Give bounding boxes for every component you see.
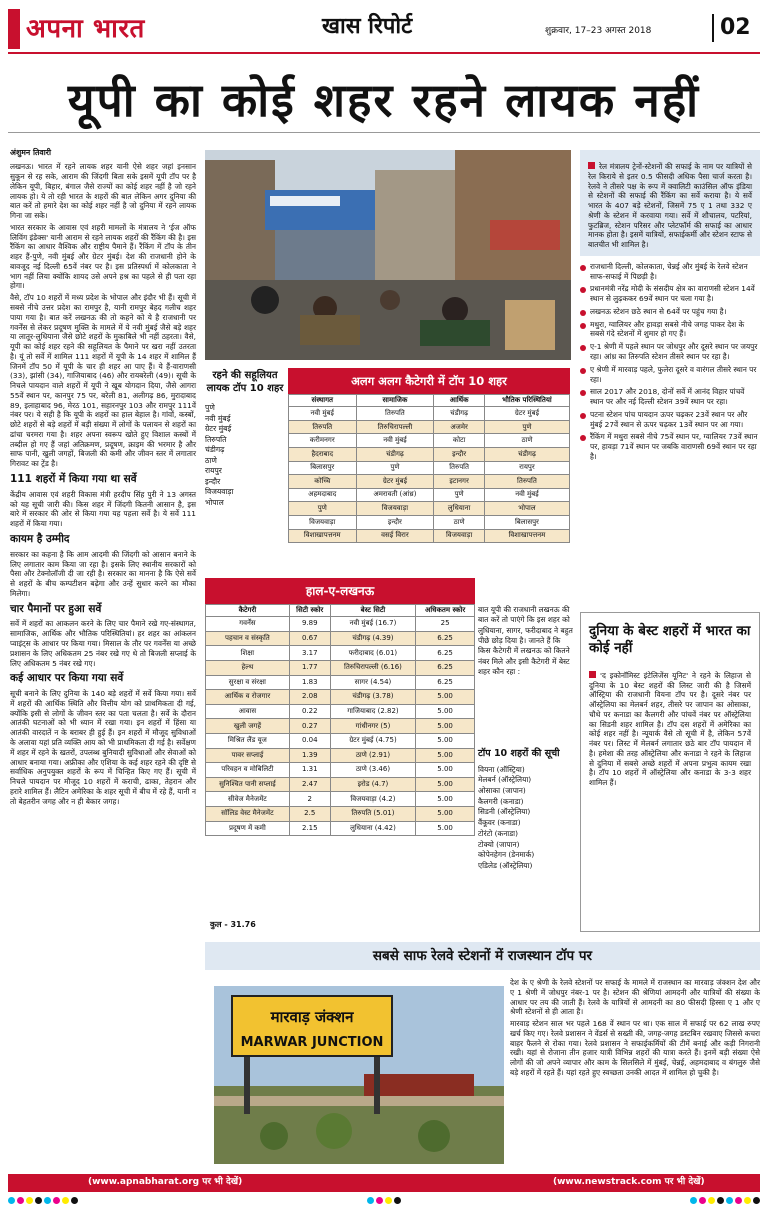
table-cell: 5.00: [416, 777, 475, 792]
table-cell: 0.04: [289, 733, 330, 748]
table-cell: फरीदाबाद (6.01): [330, 646, 416, 661]
category-table: [288, 394, 570, 543]
world-top10-list: [478, 765, 573, 872]
table-cell: तिरुपति: [356, 407, 434, 421]
table-header-cell: सामाजिक: [356, 395, 434, 407]
table-cell: विजयवाड़ा: [434, 529, 485, 543]
article-paragraph: मारवाड़ स्टेशन साल भर पहले 168 वें स्थान पर था। एक साल में सफाई पर 62 लाख रुपए खर्च किए गए। रेलवे प्रशासन ने वेंडर्स से सख्ती की, जगह-जगह डस्टबिन रखवाए जिससे कचरा बाहर फैलने से रोका गया। रेलवे प्रशासन ने सफाईकर्मियों की टीमें बनाई और कड़ी निगरानी रखी। यहां से रोजाना तीन हजार यात्री विभिन्न शहरों की यात्रा करते हैं। इनमें बड़ी संख्या ऐसे लोगों की जो अपने व्यापार और काम के सिलसिले में मुंबई, चेन्नई, अहमदाबाद व बंगलुरु जैसे बड़े शहरों में रहते हैं। यहां रहते हुए स्वच्छता उनकी आदत में शामिल हो चुकी है।: [510, 1019, 760, 1077]
livable-list: [205, 403, 285, 508]
table-row: [289, 475, 570, 489]
table-row: [206, 806, 475, 821]
section-title: खास रिपोर्ट: [322, 13, 413, 39]
table-row: [289, 407, 570, 421]
rail-bullet: ए श्रेणी में मारवाड़ पहले, फुलेरा दूसरे व वारंगल तीसरे स्थान पर रहा।: [580, 365, 760, 385]
table-cell: विशाखापत्तनम: [484, 529, 569, 543]
list-item: कोपेनहेगन (डेनमार्क): [478, 850, 535, 860]
table-cell: 0.27: [289, 719, 330, 734]
table-row: [289, 502, 570, 516]
table-cell: विजयवाड़ा (4.2): [330, 792, 416, 807]
list-item: विजयवाड़ा: [205, 487, 234, 497]
table-cell: 1.77: [289, 661, 330, 676]
table-cell: 0.67: [289, 631, 330, 646]
table-cell: 5.00: [416, 719, 475, 734]
table-cell: ठाणे: [434, 515, 485, 529]
table-cell: तिरुपति: [484, 475, 569, 489]
table-header-cell: अधिकतम स्कोर: [416, 605, 475, 617]
list-item: सिडनी (ऑस्ट्रेलिया): [478, 807, 531, 817]
article-paragraph: भारत सरकार के आवास एवं शहरी मामलों के मंत्रालय ने 'ईज ऑफ लिविंग इंडेक्स' यानी आराम से रहने लायक शहरों की रैंकिंग की है। इस रैंकिंग का आधार वैश्विक और राष्ट्रीय पैमाने हैं। रैंकिंग में टॉप के तीन शहर हैं-पुणे, नवी मुंबई और ग्रेटर मुंबई। देश की राजधानी होने के बावजूद नई दिल्ली 65वें नंबर पर है। इस प्रतिस्पर्धा में कोलकाता ने भाग नहीं लिया क्योंकि शायद उसे अपने हश्र का पहले से ही पता रहा होगा।: [10, 222, 196, 291]
article-paragraph: सर्वे में शहरों का आकलन करने के लिए चार पैमाने रखे गए-संस्थागत, सामाजिक, आर्थिक और भौतिक परिस्थितियां। हर शहर का आंकलन प्वाइंट्स के आधार पर किया गया। मिसाल के तौर पर गवर्नेंस या अच्छे प्रशासन के लिए अधिकतम 25 नंबर रखे गए थे तो बिजली सप्लाई के लिए अधिकतम 5 नंबर रखे गए।: [10, 619, 196, 668]
table-cell: 2.15: [289, 821, 330, 836]
table-cell: पुणे: [356, 461, 434, 475]
table-row: [206, 661, 475, 676]
table-cell: अजमेर: [434, 420, 485, 434]
lucknow-table-title: हाल-ए-लखनऊ: [205, 578, 475, 604]
table-cell: 1.31: [289, 763, 330, 778]
table-row: [289, 529, 570, 543]
table-cell: तिरुचिरापल्ली: [356, 420, 434, 434]
table-cell: तिरुपति: [434, 461, 485, 475]
table-cell: 1.83: [289, 675, 330, 690]
world-top10-title: टॉप 10 शहरों की सूची: [478, 748, 560, 759]
color-dots-right: [690, 1197, 760, 1204]
table-cell: 25: [416, 617, 475, 632]
table-cell: लुधियाना: [434, 502, 485, 516]
world-box-text: 'द इकोनॉमिस्ट इंटेलिजेंस यूनिट' ने रहने के लिहाज से दुनिया के 10 बेस्ट शहरों की लिस्ट जारी की है जिसमें ऑस्ट्रिया की राजधानी वियना टॉप पर है। दूसरे नंबर पर ऑस्ट्रेलिया का मेलबर्न शहर, तीसरे पर जापान का ओसाका, चौथे पर कनाडा का कैलगरी और पांचवें नंबर पर ऑस्ट्रेलिया का सिडनी शहर शामिल है। टॉप दस शहरों में अमेरिका का कोई शहर नहीं है। न्यूयार्क वैसे तो सूची में है, लेकिन 57वें नंबर पर। लिस्ट में मेलबर्न लगातार छठे बार टॉप पायदान में है। हमेशा की तरह ऑस्ट्रेलिया और कनाडा ने रहने के लिहाज से दुनिया में सबसे अच्छे शहरों में अपना प्रभुत्व कायम रखा है। टॉप 10 शहरों में ऑस्ट्रेलिया और कनाडा के 3-3 शहर शामिल हैं।: [589, 670, 751, 788]
table-header-cell: सिटी स्कोर: [289, 605, 330, 617]
brand-logo: [8, 8, 188, 50]
world-best-cities-box: [580, 612, 760, 932]
table-cell: 5.00: [416, 704, 475, 719]
table-cell: गांधीनगर (5): [330, 719, 416, 734]
table-header-row: [289, 395, 570, 407]
table-cell: सीवेज मैनेजमेंट: [206, 792, 290, 807]
rail-intro: रेल मंत्रालय ट्रेनों-स्टेशनों की सफाई के नाम पर यात्रियों से रेल किराये से इतर 0.5 फीसदी अधिक पैसा चार्ज करता है। रेलवे ने तीसरे पक्ष के रूप में क्वालिटी काउंसिल ऑफ इंडिया से स्टेशनों की सफाई की रैंकिंग का सर्वे कराया है। ये सर्वे भारत के 407 बड़े स्टेशनों, जिसमें 75 ए 1 तथा 332 ए श्रेणी के स्टेशन में करवाया गया। सर्वे में शौचालय, पटरियां, फुटब्रिज, स्टेशन परिसर और प्लेटफॉर्म की सफाई का आधार मानक होता है। इसमें यात्रियों, सफाईकर्मी और स्टेशन स्टाफ से बातचीत भी शामिल है।: [588, 162, 752, 250]
world-top10-box: [478, 748, 573, 872]
table-cell: इन्दौर: [356, 515, 434, 529]
table-cell: रायपुर: [484, 461, 569, 475]
table-cell: बिलासपुर: [289, 461, 357, 475]
list-item: एडिलेड (ऑस्ट्रेलिया): [478, 861, 533, 871]
table-header-cell: संस्थागत: [289, 395, 357, 407]
table-cell: 2.08: [289, 690, 330, 705]
table-cell: आर्थिक व रोजगार: [206, 690, 290, 705]
table-cell: इटानगर: [434, 475, 485, 489]
list-item: वियना (ऑस्ट्रिया): [478, 764, 525, 774]
table-cell: अहमदाबाद: [289, 488, 357, 502]
table-cell: पुणे: [434, 488, 485, 502]
rail-bullet: ए-1 श्रेणी में पहले स्थान पर जोधपुर और दूसरे स्थान पर जयपुर रहा। आंध्र का तिरुपति स्टेशन तीसरे स्थान पर रहा है।: [580, 342, 760, 362]
table-header-cell: आर्थिक: [434, 395, 485, 407]
list-item: तिरुपति: [205, 434, 227, 444]
table-cell: सॉलिड वेस्ट मैनेजमेंट: [206, 806, 290, 821]
table-header-cell: कैटेगरी: [206, 605, 290, 617]
livable-title: रहने की सहूलियत लायक टॉप 10 शहर: [206, 370, 284, 394]
rail-bullet: राजधानी दिल्ली, कोलकाता, चेन्नई और मुंबई के रेलवे स्टेशन साफ-सफाई में पिछड़ी है।: [580, 262, 760, 282]
list-item: ओसाका (जापान): [478, 786, 526, 795]
registration-marks: [8, 1196, 760, 1204]
table-cell: मिश्रित लैंड यूज: [206, 733, 290, 748]
table-cell: पुणे: [484, 420, 569, 434]
livable-top10-box: [205, 370, 285, 570]
article-paragraph: केंद्रीय आवास एवं शहरी विकास मंत्री हरदीप सिंह पुरी ने 13 अगस्त को यह सूची जारी की। किस शहर में जिंदगी कितनी आसान है, इस बारे में सरकार की ओर से किया गया यह पहला सर्वे है। ये सर्वे 111 शहरों में किया गया।: [10, 489, 196, 529]
station-photo: [214, 986, 504, 1164]
table-cell: चंडीगढ़: [434, 407, 485, 421]
table-cell: चंडीगढ़ (3.78): [330, 690, 416, 705]
table-cell: भोपाल: [484, 502, 569, 516]
table-row: [289, 461, 570, 475]
table-cell: नवी मुंबई: [484, 488, 569, 502]
table-row: [206, 821, 475, 836]
table-cell: नवी मुंबई (16.7): [330, 617, 416, 632]
rail-bullet: लखनऊ स्टेशन छठे स्थान से 64वें पर पहुंच गया है।: [580, 307, 760, 317]
table-row: [206, 792, 475, 807]
table-cell: गवर्नेंस: [206, 617, 290, 632]
subheading: चार पैमानों पर हुआ सर्वे: [10, 602, 102, 615]
table-cell: विशाखापत्तनम: [289, 529, 357, 543]
brand-bar: [8, 9, 20, 49]
table-row: [206, 675, 475, 690]
lucknow-total: कुल - 31.76: [210, 920, 256, 929]
square-bullet-icon: [589, 671, 596, 678]
table-row: [206, 777, 475, 792]
table-cell: करीमनगर: [289, 434, 357, 448]
table-cell: सुनिश्चित पानी सप्लाई: [206, 777, 290, 792]
table-cell: 5.00: [416, 821, 475, 836]
article-paragraph: लखनऊ। भारत में रहने लायक शहर यानी ऐसे शहर जहां इनसान सुकून से रह सके, आराम की जिंदगी बिता सके इसमें यूपी टॉप पर है लेकिन यूपी, बिहार, बंगाल जैसे राज्यों का कोई शहर नहीं है जो रहने लायक हो। ये तो रही भारत के शहरों की बात लेकिन अगर दुनिया की बात करें तो हमारे देश का कोई शहर नहीं है जो दुनिया में रहने लायक गिना जा सके।: [10, 162, 196, 221]
table-cell: हेल्थ: [206, 661, 290, 676]
table-cell: 1.39: [289, 748, 330, 763]
table-cell: ग्रेटर मुंबई (4.75): [330, 733, 416, 748]
list-item: मेलबर्न (ऑस्ट्रेलिया): [478, 775, 532, 785]
brand-name: अपना भारत: [26, 13, 145, 44]
list-item: पुणे: [205, 403, 215, 412]
table-cell: वसई विरार: [356, 529, 434, 543]
lucknow-table: [205, 604, 475, 836]
table-row: [206, 690, 475, 705]
table-cell: तिरुपति: [289, 420, 357, 434]
rail-intro-box: [580, 150, 760, 256]
table-cell: 3.17: [289, 646, 330, 661]
table-cell: प्रदूषण में कमी: [206, 821, 290, 836]
subheading: 111 शहरों में किया गया था सर्वे: [10, 473, 137, 486]
list-item: चंडीगढ़: [205, 445, 225, 455]
list-item: ठाणे: [205, 455, 217, 465]
table-cell: कोटा: [434, 434, 485, 448]
color-dots-left: [8, 1197, 78, 1204]
rail-bullet: साल 2017 और 2018, दोनों सर्वे में आनंद विहार पांचवें स्थान पर और नई दिल्ली स्टेशन 39वें स्थान पर रहा।: [580, 387, 760, 407]
table-cell: परिवहन व मोबिलिटी: [206, 763, 290, 778]
table-cell: बिलासपुर: [484, 515, 569, 529]
table-cell: लुधियाना (4.42): [330, 821, 416, 836]
table-cell: नवी मुंबई: [356, 434, 434, 448]
table-cell: 5.00: [416, 763, 475, 778]
color-dots-center: [367, 1197, 401, 1204]
table-row: [289, 448, 570, 462]
article-paragraph: वैसे, टॉप 10 शहरों में मध्य प्रदेश के भोपाल और इंदौर भी हैं। सूची में सबसे नीचे उत्तर प्रदेश का रामपुर है, यानी रामपुर बेहद गलीच शहर पाया गया है। बात करें लखनऊ की तो कहने को ये है राजधानी पर गवर्नेंस से लेकर प्रदूषण मुक्ति के मामले में ये नवी मुंबई जैसे बड़े शहर या लातूर-लुधियाना जैसे छोटे शहरों के मुकाबिले भी नहीं ठहरता। वैसे, यूपी का कोई शहर रहने की सहूलियत के पैमाने पर खरा नहीं उतरता है। यूं तो सर्वे में शामिल 111 शहरों में यूपी के 14 शहर में शामिल हैं जिनमें टॉप 50 में यूपी के चार ही शहर आ पाए हैं। ये हैं-वाराणसी (33), झांसी (34), गाजियाबाद (46) और रायबरेली (49)। सूची के निचले पायदान वाले शहरों में यूपी ने खूब योगदान दिया, जैसे आगरा 55वें स्थान पर, कानपुर 75 पर, बरेली 81, अलीगढ़ 86, मुरादाबाद 89, इलाहाबाद 96, मेरठ 101, सहारनपुर 103 और रामपुर 111वें नंबर पर। ये सही है कि यूपी के शहरों का हाल बेहाल है। गांवों, कस्बों, छोटे शहरों से बड़े शहरों में बड़ी संख्या में लोगों के पलायन से शहरों का ढांचा चरमरा गया है। शहर अपना स्वरूप खोते हुए विशाल कस्बों में तब्दील हो गए हैं जहां अतिक्रमण, प्रदूषण, क्राइम की भरमार है और साफ पानी, खुली जगहों, बिजली की कमी और जीवन स्तर में लगातार गिरावट का ट्रेंड है।: [10, 293, 196, 469]
rail-bullet: प्रधानमंत्री नरेंद्र मोदी के संसदीय क्षेत्र का वाराणसी स्टेशन 14वें स्थान से लुढ़ककर 69वें स्थान पर चला गया है।: [580, 284, 760, 304]
footer-link-left[interactable]: (www.apnabharat.org पर भी देखें): [88, 1177, 243, 1187]
table-row: [206, 748, 475, 763]
article-paragraph: देश के ए श्रेणी के रेलवे स्टेशनों पर सफाई के मामले में राजस्थान का मारवाड़ जंक्शन देश और ए 1 श्रेणी में जोधपुर नंबर-1 पर है। स्टेशन की श्रेणियां आमदनी और यात्रियों की संख्या के आधार पर तय की जाती हैं। रेलवे के यात्रियों से आमदनी का 80 फीसदी हिस्सा ए 1 और ए श्रेणी स्टेशनों से ही आता है।: [510, 978, 760, 1017]
table-header-cell: बेस्ट सिटी: [330, 605, 416, 617]
subheading: कायम है उम्मीद: [10, 532, 70, 545]
table-cell: पहचान व संस्कृति: [206, 631, 290, 646]
table-cell: चंडीगढ़: [484, 448, 569, 462]
table-cell: 0.22: [289, 704, 330, 719]
table-row: [206, 617, 475, 632]
sign-hindi: मारवाड़ जंक्शन: [270, 1008, 354, 1026]
table-cell: शिक्षा: [206, 646, 290, 661]
table-cell: 6.25: [416, 675, 475, 690]
dateline: शुक्रवार, 17–23 अगस्त 2018: [545, 26, 652, 36]
main-article: [10, 148, 196, 808]
street-photo: [205, 150, 571, 360]
table-cell: 5.00: [416, 690, 475, 705]
table-cell: कोच्चि: [289, 475, 357, 489]
footer-bar: [8, 1174, 760, 1192]
table-cell: 5.00: [416, 733, 475, 748]
lucknow-note: बात यूपी की राजधानी लखनऊ की बात करें तो पाएंगे कि इस शहर को लुधियाना, सागर, फरीदाबाद ने बहुत पीछे छोड़ दिया है। जानते हैं कि किस कैटेगरी में लखनऊ को कितने नंबर मिले और इसी कैटेगरी में बेस्ट शहर कौन रहा :: [478, 605, 573, 677]
table-cell: ग्रेटर मुंबई: [356, 475, 434, 489]
table-row: [206, 719, 475, 734]
table-cell: आवास: [206, 704, 290, 719]
table-cell: सागर (4.54): [330, 675, 416, 690]
table-row: [289, 434, 570, 448]
table-cell: इन्दौर: [434, 448, 485, 462]
headline: यूपी का कोई शहर रहने लायक नहीं: [67, 73, 701, 127]
list-item: कैलगरी (कनाडा): [478, 796, 524, 806]
list-item: वैंकूवर (कनाडा): [478, 818, 521, 828]
table-cell: 5.00: [416, 748, 475, 763]
table-row: [206, 646, 475, 661]
table-cell: इरोड (4.7): [330, 777, 416, 792]
table-row: [289, 420, 570, 434]
table-cell: सुरक्षा व संरक्षा: [206, 675, 290, 690]
street-photo-illustration: [205, 150, 571, 360]
table-header-cell: भौतिक परिस्थितियां: [484, 395, 569, 407]
table-cell: गाजियाबाद (2.82): [330, 704, 416, 719]
table-cell: 6.25: [416, 661, 475, 676]
table-cell: ठाणे (3.46): [330, 763, 416, 778]
subheading: कई आधार पर किया गया सर्वे: [10, 672, 124, 685]
table-cell: 2.47: [289, 777, 330, 792]
sign-english: MARWAR JUNCTION: [240, 1035, 384, 1050]
table-cell: 6.25: [416, 631, 475, 646]
list-item: नवी मुंबई: [205, 413, 231, 423]
table-cell: 2: [289, 792, 330, 807]
table-row: [206, 763, 475, 778]
rajasthan-title: सबसे साफ रेलवे स्टेशनों में राजस्थान टॉप पर: [205, 942, 760, 970]
table-cell: चंडीगढ़: [356, 448, 434, 462]
table-row: [289, 488, 570, 502]
table-cell: पुणे: [289, 502, 357, 516]
table-cell: ठाणे (2.91): [330, 748, 416, 763]
table-cell: ठाणे: [484, 434, 569, 448]
table-cell: 6.25: [416, 646, 475, 661]
table-cell: नवी मुंबई: [289, 407, 357, 421]
article-paragraph: सूची बनाने के लिए दुनिया के 140 बड़े शहरों में सर्वे किया गया। सर्वे में शहरों की आर्थिक स्थिति और वित्तीय योग को प्राथमिकता दी गई, क्योंकि इसी से लोगों के जीवन स्तर का पता चलता है। सर्वे के दौरान आतंकी घटनाओं को भी ध्यान में रखा गया। इन शहरों में हिंसा या आतंकी वारदातें न के बराबर ही हुई हैं। इन शहरों में मौजूद सुविधाओं के अलावा यहां प्रति व्यक्ति आय को भी प्राथमिकता दी गई है। सर्वेक्षण में शहर में रहने के खतरों, उपलब्ध बुनियादी सुविधाओं और सेवाओं को आधार बनाया गया। अफ्रीका और एशिया के कई शहर रहने की दृष्टि से सर्वाधिक अनुपयुक्त शहरों के रूप में चिन्हित किए गए हैं। सूची में निचले पायदान पर मौजूद 10 शहरों में कराची, ढाका, तेहरान और हरारे शामिल हैं। लैटिन अमेरिका के शहर सूची में बीच में रहे हैं, यानी न तो बेहतरीन जगह और न ही बेकार जगह।: [10, 689, 196, 806]
table-header-row: [206, 605, 475, 617]
table-cell: हैदराबाद: [289, 448, 357, 462]
rajasthan-article: [510, 978, 760, 1080]
table-cell: ग्रेटर मुंबई: [484, 407, 569, 421]
table-cell: पावर सप्लाई: [206, 748, 290, 763]
station-photo-illustration: [214, 986, 504, 1164]
headline-rule: [8, 132, 760, 133]
table-row: [289, 515, 570, 529]
list-item: इन्दौर: [205, 476, 221, 486]
table-row: [206, 631, 475, 646]
square-bullet-icon: [588, 162, 595, 169]
table-cell: खुली जगहें: [206, 719, 290, 734]
world-box-title: दुनिया के बेस्ट शहरों में भारत का कोई नहीं: [589, 623, 751, 656]
page-number: 02: [712, 14, 751, 42]
table-cell: विजयवाड़ा: [289, 515, 357, 529]
list-item: टोरंटो (कनाडा): [478, 828, 518, 838]
table-cell: 2.5: [289, 806, 330, 821]
table-cell: विजयवाड़ा: [356, 502, 434, 516]
list-item: भोपाल: [205, 497, 224, 507]
article-paragraph: सरकार का कहना है कि आम आदमी की जिंदगी को आसान बनाने के लिए लगातार काम किया जा रहा है। इसके लिए स्थानीय सरकारों को पैसा और टेक्नोलॉजी दी जा रही है। सरकार का मानना है कि ऐसे सर्वे से शहरों के बीच कम्पटीशन बढ़ेगा और उन्हें सुधार करने का मौका मिलेगा।: [10, 549, 196, 598]
table-row: [206, 733, 475, 748]
list-item: ग्रेटर मुंबई: [205, 424, 232, 434]
table-cell: 5.00: [416, 792, 475, 807]
category-table-title: अलग अलग कैटेगरी में टॉप 10 शहर: [288, 368, 570, 394]
byline: अंशुमन तिवारी: [10, 148, 51, 157]
masthead-rule: [8, 52, 760, 54]
table-row: [206, 704, 475, 719]
table-cell: 9.89: [289, 617, 330, 632]
table-cell: चंडीगढ़ (4.39): [330, 631, 416, 646]
rail-bullet: पटना स्टेशन पांच पायदान ऊपर चढ़कर 23वें स्थान पर और मुंबई 27वें स्थान से ऊपर चढ़कर 13वें स्थान पर आ गया।: [580, 410, 760, 430]
table-cell: तिरुपति (5.01): [330, 806, 416, 821]
rail-cleanliness-column: [580, 150, 760, 590]
rail-bullet: मथुरा, ग्वालियर और हावड़ा सबसे नीचे जगह पाकर देश के सबसे गंदे स्टेशनों में शुमार हो गए हैं।: [580, 320, 760, 340]
list-item: रायपुर: [205, 466, 222, 476]
table-cell: तिरुचिरापल्ली (6.16): [330, 661, 416, 676]
table-cell: 5.00: [416, 806, 475, 821]
list-item: टोक्यो (जापान): [478, 839, 520, 849]
table-cell: अमरावती (आंध्र): [356, 488, 434, 502]
footer-link-right[interactable]: (www.newstrack.com पर भी देखें): [553, 1177, 705, 1187]
rail-bullet: रैंकिंग में मथुरा सबसे नीचे 75वें स्थान पर, ग्वालियर 73वें स्थान पर, हावड़ा 71वें स्थान पर जबकि वाराणसी 69वें स्थान पर रहा है।: [580, 432, 760, 461]
rail-bullet-list: [580, 262, 760, 462]
